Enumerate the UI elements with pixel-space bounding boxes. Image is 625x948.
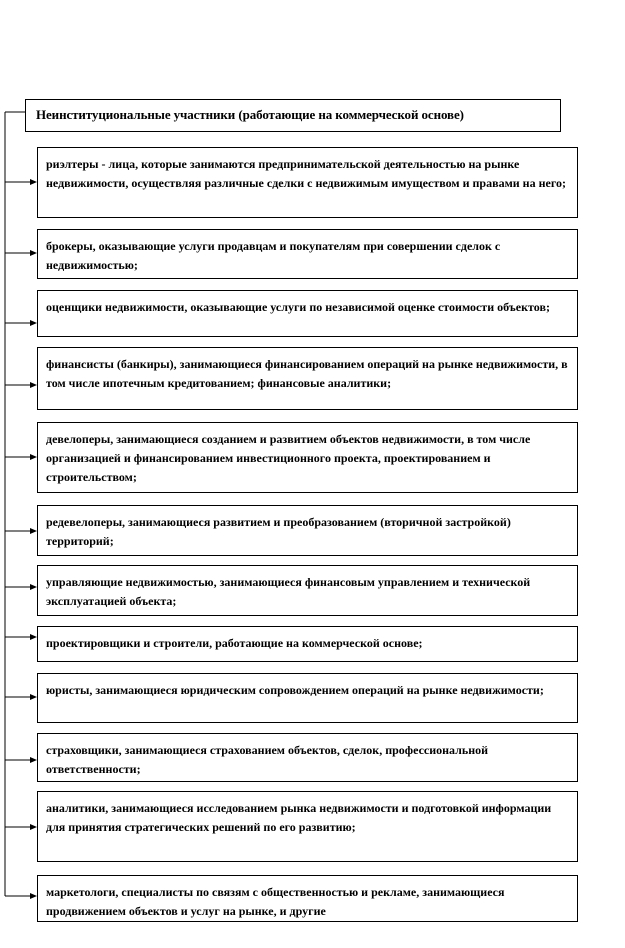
arrow-head-11 <box>30 824 37 830</box>
arrow-head-12 <box>30 893 37 899</box>
item-box-brokers <box>37 229 578 279</box>
item-box-lawyers <box>37 673 578 723</box>
arrow-head-3 <box>30 320 37 326</box>
item-box-insurers <box>37 733 578 782</box>
item-box-redevelopers <box>37 505 578 556</box>
item-text: девелоперы, занимающиеся созданием и развитием объектов недвижимости, в том числе организацией и финансированием инвестиционного проекта, проектированием и строительством; <box>46 432 531 484</box>
item-text: маркетологи, специалисты по связям с общественностью и рекламе, занимающиеся продвижением объектов и услуг на рынке, и другие <box>46 885 505 918</box>
arrow-head-2 <box>30 250 37 256</box>
arrow-head-5 <box>30 454 37 460</box>
arrow-head-4 <box>30 382 37 388</box>
item-text: страховщики, занимающиеся страхованием объектов, сделок, профессиональной ответственности; <box>46 743 489 776</box>
item-text: аналитики, занимающиеся исследованием рынка недвижимости и подготовкой информации для принятия стратегических решений по его развитию; <box>46 801 552 834</box>
arrow-head-1 <box>30 179 37 185</box>
arrow-head-7 <box>30 584 37 590</box>
item-box-property-managers <box>37 565 578 616</box>
item-box-realtors <box>37 147 578 218</box>
item-text: юристы, занимающиеся юридическим сопровождением операций на рынке недвижимости; <box>46 683 544 697</box>
arrow-group <box>5 179 37 899</box>
item-text: оценщики недвижимости, оказывающие услуги по независимой оценке стоимости объектов; <box>46 300 550 314</box>
arrow-head-8 <box>30 634 37 640</box>
item-text: редевелоперы, занимающиеся развитием и преобразованием (вторичной застройкой) территорий; <box>46 515 511 548</box>
arrow-head-6 <box>30 528 37 534</box>
item-box-financiers <box>37 347 578 410</box>
item-box-marketers <box>37 875 578 922</box>
item-box-appraisers <box>37 290 578 337</box>
arrow-head-10 <box>30 757 37 763</box>
item-box-analysts <box>37 791 578 862</box>
item-text: брокеры, оказывающие услуги продавцам и покупателям при совершении сделок с недвижимостью; <box>46 239 501 272</box>
item-text: финансисты (банкиры), занимающиеся финансированием операций на рынке недвижимости, в том числе ипотечным кредитованием; финансовые аналитики; <box>46 357 568 390</box>
header-box <box>25 99 561 132</box>
item-box-developers <box>37 422 578 493</box>
item-box-designers-builders <box>37 626 578 662</box>
header-title: Неинституциональные участники (работающие на коммерческой основе) <box>36 107 464 122</box>
item-text: проектировщики и строители, работающие на коммерческой основе; <box>46 636 423 650</box>
arrow-head-9 <box>30 694 37 700</box>
item-text: управляющие недвижимостью, занимающиеся финансовым управлением и технической эксплуатацией объекта; <box>46 575 531 608</box>
item-text: риэлтеры - лица, которые занимаются предпринимательской деятельностью на рынке недвижимости, осуществляя различные сделки с недвижимым имуществом и правами на него; <box>46 157 566 190</box>
